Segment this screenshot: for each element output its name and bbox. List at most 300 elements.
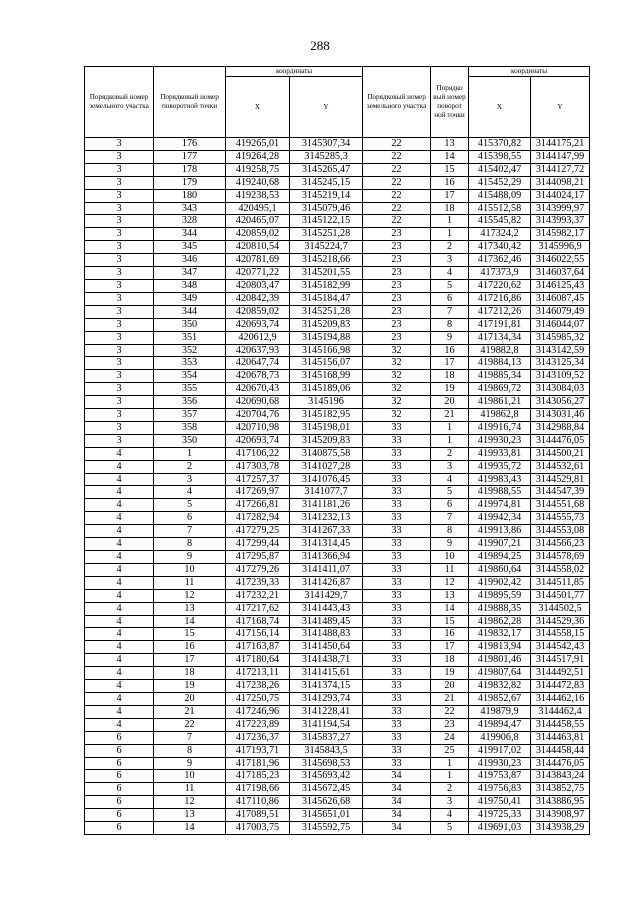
cell-x-right: 417220,62 [469,279,531,292]
cell-parcel-left: 3 [85,176,154,189]
cell-parcel-left: 6 [85,783,154,796]
cell-y-right: 3144517,91 [531,654,590,667]
cell-parcel-right: 22 [363,202,431,215]
cell-point-right: 8 [431,525,469,538]
cell-y-right: 3143125,34 [531,357,590,370]
table-row [85,163,590,176]
cell-y-left: 3145189,06 [290,383,363,396]
cell-y-right: 3143109,52 [531,370,590,383]
cell-x-right: 419894,25 [469,551,531,564]
cell-point-left: 13 [154,809,226,822]
cell-point-right: 14 [431,602,469,615]
table-row [85,344,590,357]
cell-point-right: 13 [431,589,469,602]
table-row [85,705,590,718]
cell-y-right: 3143993,37 [531,215,590,228]
cell-point-left: 22 [154,718,226,731]
cell-point-left: 180 [154,189,226,202]
cell-point-right: 21 [431,409,469,422]
cell-point-right: 1 [431,215,469,228]
table-row [85,215,590,228]
cell-x-right: 419884,13 [469,357,531,370]
cell-y-right: 3144024,17 [531,189,590,202]
cell-point-left: 358 [154,421,226,434]
cell-point-left: 11 [154,576,226,589]
cell-y-left: 3145837,27 [290,731,363,744]
cell-y-left: 3141027,28 [290,460,363,473]
cell-y-right: 3143999,97 [531,202,590,215]
cell-point-left: 12 [154,796,226,809]
cell-parcel-right: 23 [363,305,431,318]
cell-y-left: 3141181,26 [290,499,363,512]
cell-parcel-right: 34 [363,822,431,835]
cell-x-left: 420781,69 [226,254,290,267]
cell-point-left: 344 [154,305,226,318]
cell-x-right: 419933,81 [469,447,531,460]
cell-x-right: 419862,28 [469,615,531,628]
table-row [85,370,590,383]
cell-y-left: 3141374,15 [290,680,363,693]
cell-parcel-right: 22 [363,189,431,202]
cell-y-left: 3141415,61 [290,667,363,680]
cell-parcel-right: 33 [363,680,431,693]
cell-parcel-right: 33 [363,538,431,551]
cell-point-right: 23 [431,718,469,731]
cell-y-left: 3145265,47 [290,163,363,176]
cell-y-right: 3144500,21 [531,447,590,460]
cell-x-left: 417193,71 [226,744,290,757]
cell-y-left: 3141366,94 [290,551,363,564]
table-row [85,292,590,305]
cell-point-left: 357 [154,409,226,422]
table-row [85,421,590,434]
cell-x-left: 417223,89 [226,718,290,731]
cell-point-left: 179 [154,176,226,189]
cell-y-left: 3145843,5 [290,744,363,757]
cell-point-left: 349 [154,292,226,305]
cell-parcel-right: 32 [363,396,431,409]
cell-y-right: 3144502,5 [531,602,590,615]
table-row [85,692,590,705]
table-row [85,254,590,267]
cell-y-right: 3143938,29 [531,822,590,835]
table-row [85,460,590,473]
cell-x-right: 419930,23 [469,434,531,447]
cell-point-left: 344 [154,228,226,241]
cell-point-right: 1 [431,434,469,447]
cell-x-right: 415452,29 [469,176,531,189]
cell-parcel-left: 4 [85,667,154,680]
cell-y-left: 3145201,55 [290,267,363,280]
cell-parcel-left: 6 [85,796,154,809]
table-row [85,615,590,628]
cell-y-right: 3145985,32 [531,331,590,344]
cell-y-left: 3141488,83 [290,628,363,641]
cell-point-right: 4 [431,267,469,280]
cell-point-right: 6 [431,499,469,512]
cell-point-right: 17 [431,357,469,370]
cell-y-right: 3143908,97 [531,809,590,822]
cell-x-left: 417110,86 [226,796,290,809]
cell-x-right: 417191,81 [469,318,531,331]
cell-parcel-left: 3 [85,421,154,434]
cell-y-right: 3143056,27 [531,396,590,409]
cell-y-left: 3141267,33 [290,525,363,538]
cell-point-right: 3 [431,796,469,809]
cell-point-left: 19 [154,680,226,693]
cell-x-left: 417106,22 [226,447,290,460]
header-coordinates-left: координаты [226,67,363,77]
cell-point-left: 3 [154,473,226,486]
cell-x-right: 415398,55 [469,150,531,163]
cell-point-right: 18 [431,370,469,383]
cell-point-left: 20 [154,692,226,705]
cell-x-left: 417003,75 [226,822,290,835]
cell-parcel-right: 33 [363,718,431,731]
cell-parcel-left: 4 [85,705,154,718]
cell-y-left: 3145698,53 [290,757,363,770]
cell-point-left: 10 [154,563,226,576]
cell-parcel-right: 33 [363,486,431,499]
table-row [85,473,590,486]
cell-y-right: 3143886,95 [531,796,590,809]
cell-parcel-right: 33 [363,525,431,538]
cell-y-right: 3144551,68 [531,499,590,512]
cell-y-left: 3145251,28 [290,305,363,318]
cell-parcel-right: 23 [363,241,431,254]
cell-parcel-left: 3 [85,331,154,344]
cell-point-right: 18 [431,654,469,667]
cell-x-right: 419988,55 [469,486,531,499]
cell-x-left: 420803,47 [226,279,290,292]
cell-y-left: 3145196 [290,396,363,409]
cell-x-right: 417134,34 [469,331,531,344]
table-row [85,538,590,551]
cell-x-left: 419264,28 [226,150,290,163]
cell-x-right: 415545,82 [469,215,531,228]
cell-x-left: 417156,14 [226,628,290,641]
cell-x-right: 415370,82 [469,138,531,151]
cell-x-left: 417181,96 [226,757,290,770]
cell-point-left: 17 [154,654,226,667]
cell-x-left: 420693,74 [226,318,290,331]
cell-x-left: 417279,26 [226,563,290,576]
cell-x-left: 419238,53 [226,189,290,202]
cell-y-left: 3141426,87 [290,576,363,589]
cell-x-left: 417168,74 [226,615,290,628]
cell-point-left: 16 [154,641,226,654]
cell-y-right: 3143843,24 [531,770,590,783]
cell-y-right: 3144578,69 [531,551,590,564]
cell-y-right: 3144127,72 [531,163,590,176]
cell-x-right: 417340,42 [469,241,531,254]
cell-x-right: 419942,34 [469,512,531,525]
cell-x-right: 419832,82 [469,680,531,693]
cell-point-right: 9 [431,331,469,344]
cell-y-left: 3145251,28 [290,228,363,241]
table-row [85,189,590,202]
cell-y-right: 3143142,59 [531,344,590,357]
cell-point-left: 10 [154,770,226,783]
table-row [85,602,590,615]
cell-parcel-left: 4 [85,718,154,731]
cell-parcel-left: 3 [85,138,154,151]
cell-x-left: 417282,94 [226,512,290,525]
header-y-right: Y [531,77,590,138]
cell-x-left: 417236,37 [226,731,290,744]
cell-x-left: 420612,9 [226,331,290,344]
cell-parcel-left: 4 [85,602,154,615]
cell-x-right: 419983,43 [469,473,531,486]
cell-parcel-left: 4 [85,447,154,460]
cell-parcel-right: 23 [363,254,431,267]
cell-x-right: 419906,8 [469,731,531,744]
cell-y-left: 3145209,83 [290,318,363,331]
cell-y-left: 3145219,14 [290,189,363,202]
cell-x-left: 417089,51 [226,809,290,822]
table-row [85,822,590,835]
cell-y-left: 3145198,01 [290,421,363,434]
table-row [85,331,590,344]
cell-y-right: 3144501,77 [531,589,590,602]
cell-x-right: 419916,74 [469,421,531,434]
cell-y-left: 3145592,75 [290,822,363,835]
cell-y-right: 3144472,83 [531,680,590,693]
header-y-left: Y [290,77,363,138]
cell-y-left: 3145209,83 [290,434,363,447]
cell-parcel-left: 4 [85,563,154,576]
cell-point-right: 24 [431,731,469,744]
cell-point-right: 3 [431,460,469,473]
cell-parcel-left: 3 [85,279,154,292]
cell-parcel-left: 4 [85,499,154,512]
table-row [85,202,590,215]
cell-parcel-left: 3 [85,357,154,370]
cell-x-left: 417198,66 [226,783,290,796]
table-row [85,641,590,654]
cell-x-right: 417373,9 [469,267,531,280]
cell-x-left: 420771,22 [226,267,290,280]
cell-y-right: 3143084,03 [531,383,590,396]
cell-x-left: 417295,87 [226,551,290,564]
cell-point-right: 5 [431,486,469,499]
cell-parcel-right: 34 [363,809,431,822]
cell-y-left: 3145182,95 [290,409,363,422]
cell-parcel-left: 4 [85,589,154,602]
table-row [85,396,590,409]
cell-parcel-left: 3 [85,370,154,383]
cell-y-right: 3144553,08 [531,525,590,538]
table-row [85,228,590,241]
cell-parcel-right: 23 [363,228,431,241]
cell-y-right: 3146087,45 [531,292,590,305]
cell-point-left: 348 [154,279,226,292]
cell-x-right: 417212,26 [469,305,531,318]
cell-parcel-right: 23 [363,318,431,331]
cell-parcel-right: 34 [363,796,431,809]
cell-x-left: 420704,76 [226,409,290,422]
table-row [85,447,590,460]
table-row [85,241,590,254]
cell-point-left: 354 [154,370,226,383]
table-row [85,680,590,693]
cell-parcel-right: 33 [363,757,431,770]
cell-y-right: 3144098,21 [531,176,590,189]
cell-parcel-right: 33 [363,692,431,705]
cell-point-left: 8 [154,744,226,757]
cell-y-right: 3144511,85 [531,576,590,589]
table-row [85,318,590,331]
cell-point-left: 355 [154,383,226,396]
cell-point-right: 2 [431,447,469,460]
cell-x-right: 419974,81 [469,499,531,512]
cell-y-right: 3144463,81 [531,731,590,744]
cell-x-right: 419750,41 [469,796,531,809]
cell-x-right: 419860,64 [469,563,531,576]
cell-point-left: 9 [154,551,226,564]
cell-y-left: 3145184,47 [290,292,363,305]
cell-x-left: 417299,44 [226,538,290,551]
cell-y-right: 3144462,16 [531,692,590,705]
cell-x-right: 419895,59 [469,589,531,602]
cell-y-left: 3145166,98 [290,344,363,357]
cell-x-right: 419756,83 [469,783,531,796]
cell-x-right: 419882,8 [469,344,531,357]
cell-parcel-right: 23 [363,279,431,292]
cell-parcel-left: 3 [85,150,154,163]
cell-y-left: 3141232,13 [290,512,363,525]
cell-parcel-left: 4 [85,654,154,667]
cell-parcel-left: 4 [85,473,154,486]
cell-y-left: 3141443,43 [290,602,363,615]
cell-parcel-right: 33 [363,667,431,680]
cell-parcel-left: 4 [85,615,154,628]
table-body [85,138,590,835]
cell-point-left: 353 [154,357,226,370]
cell-x-right: 419935,72 [469,460,531,473]
cell-point-right: 1 [431,757,469,770]
cell-parcel-left: 4 [85,460,154,473]
cell-x-left: 420710,98 [226,421,290,434]
cell-x-right: 417362,46 [469,254,531,267]
header-point-number: Порядковый номер поворотной точки [154,67,226,138]
cell-parcel-left: 6 [85,731,154,744]
cell-y-left: 3145168,99 [290,370,363,383]
cell-parcel-right: 33 [363,512,431,525]
cell-y-right: 3144558,02 [531,563,590,576]
cell-y-right: 3146022,55 [531,254,590,267]
cell-y-left: 3141429,7 [290,589,363,602]
cell-x-left: 417238,26 [226,680,290,693]
cell-y-left: 3145285,3 [290,150,363,163]
cell-x-left: 420690,68 [226,396,290,409]
cell-point-right: 19 [431,383,469,396]
cell-parcel-right: 32 [363,357,431,370]
cell-point-left: 14 [154,822,226,835]
cell-point-right: 1 [431,421,469,434]
cell-point-left: 8 [154,538,226,551]
cell-y-right: 3144555,73 [531,512,590,525]
cell-y-right: 3144175,21 [531,138,590,151]
cell-point-right: 17 [431,641,469,654]
cell-x-left: 420637,93 [226,344,290,357]
cell-point-left: 13 [154,602,226,615]
cell-x-left: 417239,33 [226,576,290,589]
table-row [85,628,590,641]
cell-parcel-left: 4 [85,628,154,641]
cell-point-left: 177 [154,150,226,163]
cell-x-left: 420859,02 [226,305,290,318]
cell-x-left: 417213,11 [226,667,290,680]
cell-y-left: 3145122,15 [290,215,363,228]
cell-point-left: 343 [154,202,226,215]
cell-parcel-right: 33 [363,460,431,473]
cell-parcel-right: 33 [363,602,431,615]
cell-x-left: 420842,39 [226,292,290,305]
cell-parcel-left: 6 [85,809,154,822]
table-row [85,667,590,680]
cell-point-right: 8 [431,318,469,331]
table-row [85,267,590,280]
cell-y-left: 3141076,45 [290,473,363,486]
cell-x-right: 419753,87 [469,770,531,783]
cell-point-right: 9 [431,538,469,551]
cell-parcel-left: 3 [85,215,154,228]
cell-parcel-right: 33 [363,551,431,564]
cell-point-right: 2 [431,241,469,254]
cell-parcel-left: 6 [85,770,154,783]
cell-point-left: 18 [154,667,226,680]
cell-parcel-right: 33 [363,641,431,654]
table-row [85,576,590,589]
cell-x-left: 417217,62 [226,602,290,615]
cell-parcel-right: 22 [363,163,431,176]
cell-point-right: 21 [431,692,469,705]
cell-x-right: 419913,86 [469,525,531,538]
cell-point-left: 7 [154,731,226,744]
cell-point-right: 15 [431,163,469,176]
table-row [85,499,590,512]
cell-parcel-left: 6 [85,744,154,757]
cell-y-left: 3145693,42 [290,770,363,783]
cell-x-left: 417269,97 [226,486,290,499]
cell-parcel-right: 32 [363,383,431,396]
cell-point-right: 12 [431,576,469,589]
cell-x-left: 419258,75 [226,163,290,176]
cell-y-right: 3144476,05 [531,757,590,770]
table-row [85,563,590,576]
cell-y-right: 3145982,17 [531,228,590,241]
cell-y-right: 3144492,51 [531,667,590,680]
cell-y-right: 3146079,49 [531,305,590,318]
cell-parcel-left: 6 [85,757,154,770]
cell-point-right: 1 [431,228,469,241]
cell-point-right: 1 [431,770,469,783]
cell-y-left: 3145182,99 [290,279,363,292]
cell-y-right: 3144532,61 [531,460,590,473]
cell-y-left: 3145224,7 [290,241,363,254]
cell-x-right: 419852,67 [469,692,531,705]
cell-x-right: 419888,35 [469,602,531,615]
cell-x-right: 419862,8 [469,409,531,422]
cell-x-right: 419917,02 [469,744,531,757]
table-row [85,654,590,667]
table-row [85,770,590,783]
cell-point-left: 351 [154,331,226,344]
coordinates-table [84,66,590,835]
cell-y-right: 3142988,84 [531,421,590,434]
cell-parcel-right: 33 [363,447,431,460]
